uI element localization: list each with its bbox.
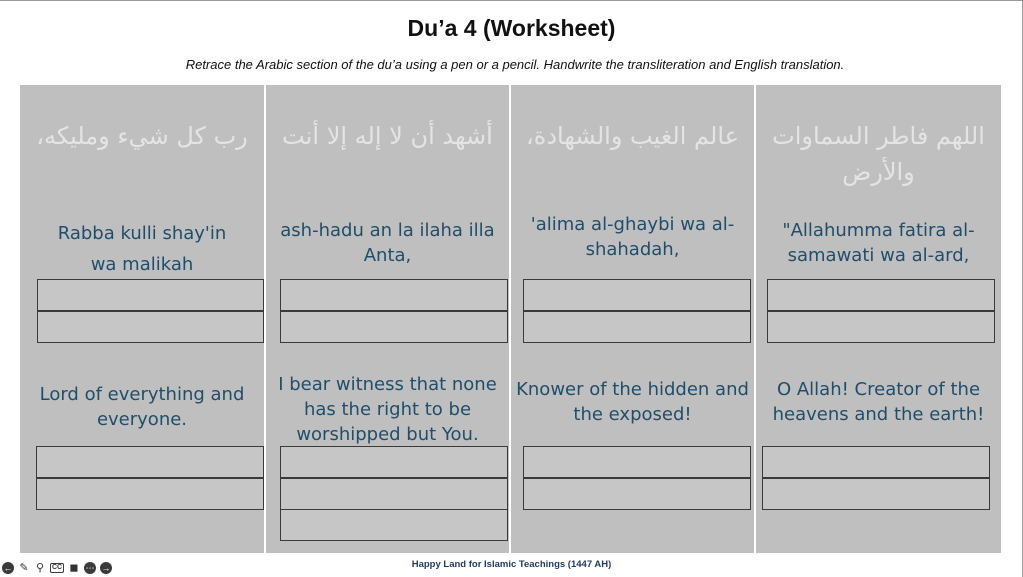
english-line: heavens and the earth! xyxy=(772,404,985,425)
video-icon[interactable]: ◼ xyxy=(69,562,79,574)
transliteration-line: samawati wa al-ard, xyxy=(787,245,970,266)
english-writing-box[interactable] xyxy=(36,446,264,478)
transliteration-line: Rabba kulli shay'in xyxy=(57,223,227,244)
transliteration-writing-box[interactable] xyxy=(767,311,995,343)
arabic-text-1: رب كل شيء ومليكه، xyxy=(36,122,248,150)
arabic-text-2: أشهد أن لا إله إلا أنت xyxy=(282,122,493,150)
english-translation-2 xyxy=(266,372,509,447)
arabic-line: اللهم فاطر السماوات xyxy=(772,122,985,150)
english-line: Knower of the hidden and xyxy=(516,379,749,400)
captions-icon[interactable]: CC xyxy=(51,564,63,571)
english-translation-3 xyxy=(511,377,754,427)
english-writing-box[interactable] xyxy=(523,446,751,478)
transliteration-writing-box[interactable] xyxy=(523,279,751,311)
forward-arrow-icon[interactable]: → xyxy=(101,563,111,573)
english-line: I bear witness that none xyxy=(278,374,497,395)
transliteration-1 xyxy=(20,218,264,280)
transliteration-4 xyxy=(756,218,1001,268)
english-line: the exposed! xyxy=(573,404,692,425)
english-writing-box[interactable] xyxy=(280,509,508,541)
transliteration-3 xyxy=(511,212,754,262)
english-translation-4 xyxy=(756,377,1001,427)
english-line: everyone. xyxy=(96,409,188,430)
transliteration-line: Anta, xyxy=(363,245,412,266)
pen-icon[interactable]: ✎ xyxy=(19,562,29,574)
transliteration-writing-box[interactable] xyxy=(280,279,508,311)
instructions: Retrace the Arabic section of the du’a using a pen or a pencil. Handwrite the transliteration and English translation. xyxy=(185,57,845,72)
transliteration-writing-box[interactable] xyxy=(280,311,508,343)
page-title: Du’a 4 (Worksheet) xyxy=(407,15,616,41)
transliteration-writing-box[interactable] xyxy=(37,279,264,311)
english-writing-box[interactable] xyxy=(762,446,990,478)
transliteration-line: wa malikah xyxy=(90,254,194,275)
more-icon[interactable]: ⋯ xyxy=(85,563,95,573)
transliteration-line: ash-hadu an la ilaha illa xyxy=(280,220,495,241)
english-writing-box[interactable] xyxy=(523,478,751,510)
arabic-text-3: عالم الغيب والشهادة، xyxy=(526,122,739,150)
english-line: worshipped but You. xyxy=(296,424,479,445)
transliteration-writing-box[interactable] xyxy=(523,311,751,343)
transliteration-writing-box[interactable] xyxy=(37,311,264,343)
english-writing-box[interactable] xyxy=(280,446,508,478)
footer-credit: Happy Land for Islamic Teachings (1447 AH) xyxy=(411,559,612,570)
transliteration-writing-box[interactable] xyxy=(767,279,995,311)
back-arrow-icon[interactable]: ← xyxy=(3,563,13,573)
english-writing-box[interactable] xyxy=(762,478,990,510)
english-translation-1 xyxy=(20,382,264,432)
english-line: O Allah! Creator of the xyxy=(776,379,981,400)
arabic-line: والأرض xyxy=(842,158,915,186)
english-line: Lord of everything and xyxy=(39,384,245,405)
english-writing-box[interactable] xyxy=(36,478,264,510)
english-line: has the right to be xyxy=(303,399,472,420)
transliteration-line: "Allahumma fatira al- xyxy=(782,220,975,241)
transliteration-line: 'alima al-ghaybi wa al- xyxy=(530,214,735,235)
transliteration-line: shahadah, xyxy=(585,239,680,260)
english-writing-box[interactable] xyxy=(280,478,508,510)
zoom-icon[interactable]: ⚲ xyxy=(35,562,45,574)
transliteration-2 xyxy=(266,218,509,268)
arabic-text-4 xyxy=(756,118,1001,190)
